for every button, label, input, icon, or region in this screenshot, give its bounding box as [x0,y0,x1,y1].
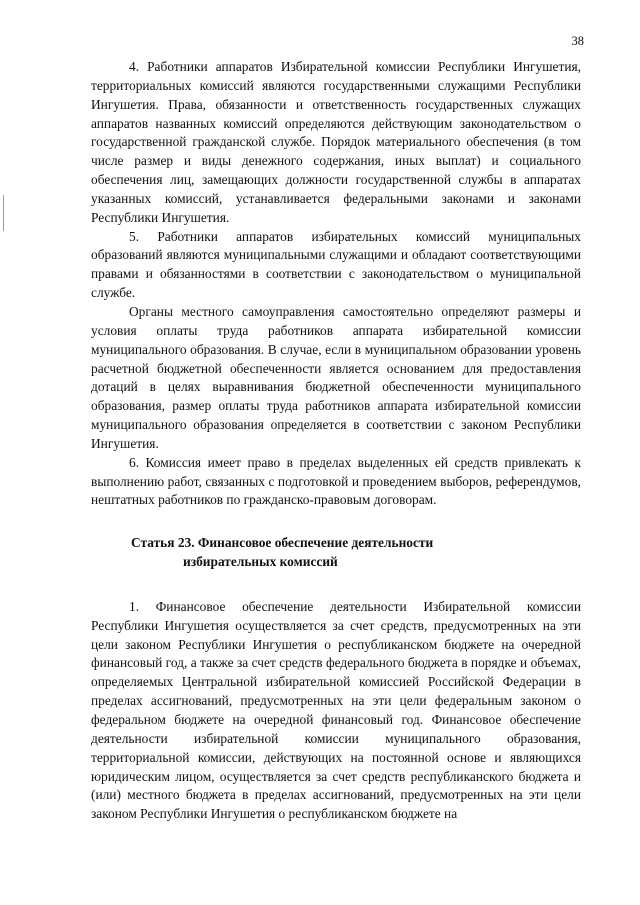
paragraph-article23-1: 1. Финансовое обеспечение деятельности Избирательной комиссии Республики Ингушетия осуществляется за счет средств, предусмотренных на эти цели законом Республики Ингушетия о республиканском бюджете на очередной финансовый год, а также за счет средств федерального бюджета в порядке и объемах, определяемых Центральной избирательной комиссией Российской Федерации в пределах ассигнований, предусмотренных на эти цели федеральным законом о федеральном бюджете на очередной финансовый год. Финансовое обеспечение деятельности избирательной комиссии муниципального образования, территориальной комиссии, действующих на постоянной основе и являющихся юридическим лицом, осуществляется за счет средств республиканского бюджета и (или) местного бюджета в пределах ассигнований, предусмотренных на эти цели законом Республики Ингушетия о республиканском бюджете на [91,598,581,822]
paragraph-5: 5. Работники аппаратов избирательных комиссий муниципальных образований являются муниципальными служащими и обладают соответствующими правами и обязанностями в соответствии с законодательством о муниципальной службе. [91,228,581,301]
paragraph-local-government: Органы местного самоуправления самостоятельно определяют размеры и условия оплаты труда работников аппарата избирательной комиссии муниципального образования. В случае, если в муниципальном образовании уровень расчетной бюджетной обеспеченности является основанием для предоставления дотаций в целях выравнивания бюджетной обеспеченности муниципального образования, размер оплаты труда работников аппарата избирательной комиссии муниципального образования определяется в соответствии с законом Республики Ингушетия. [91,303,581,451]
article-heading-line1 [91,534,581,553]
document-body [91,58,581,824]
page-number: 38 [571,34,584,48]
paragraph-4: 4. Работники аппаратов Избирательной комиссии Республики Ингушетия, территориальных комиссий являются государственными служащими Республики Ингушетия. Права, обязанности и ответственность государственных служащих аппаратов названных комиссий определяются действующим законодательством о государственной гражданской службе. Порядок материального обеспечения (в том числе размер и виды денежного содержания, иных выплат) и социального обеспечения лиц, замещающих должности государственной службы в аппаратах указанных комиссий, устанавливается федеральными законами и законами Республики Ингушетия. [91,59,581,225]
article-title-line1: Финансовое обеспечение деятельности [197,535,434,551]
scan-artifact-line [3,195,4,231]
article-heading [91,534,581,572]
article-title-line2: избирательных комиссий [183,554,338,570]
paragraph-6: 6. Комиссия имеет право в пределах выделенных ей средств привлекать к выполнению работ, связанных с подготовкой и проведением выборов, референдумов, нештатных работников по гражданско-правовым договорам. [91,454,581,508]
article-label: Статья 23. [131,535,198,551]
